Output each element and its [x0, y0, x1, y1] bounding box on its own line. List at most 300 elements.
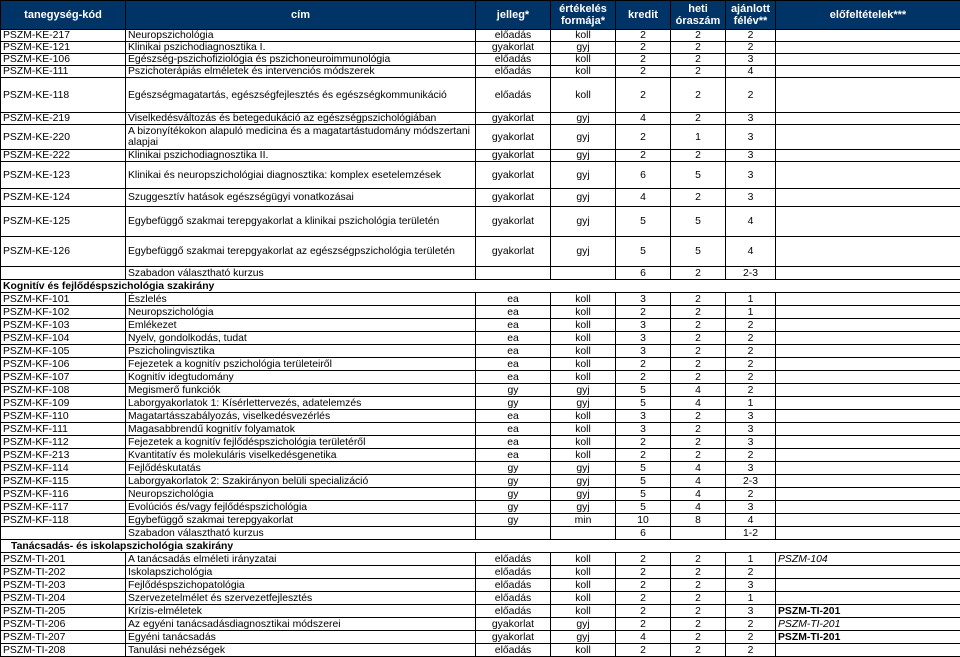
assessment-form: gyj: [551, 162, 616, 189]
table-row: [1, 189, 960, 207]
course-title: Magasabbrendű kognitív folyamatok: [126, 423, 476, 436]
section-row: [1, 540, 960, 553]
assessment-form: gyj: [551, 488, 616, 501]
table-row: [1, 553, 960, 566]
recommended-semester: 4: [726, 514, 776, 527]
course-code: PSZM-KF-114: [1, 462, 126, 475]
course-type: gy: [476, 462, 551, 475]
course-code: PSZM-KF-103: [1, 319, 126, 332]
table-row: [1, 527, 960, 540]
course-code: PSZM-KE-124: [1, 189, 126, 207]
assessment-form: koll: [551, 319, 616, 332]
course-type: ea: [476, 306, 551, 319]
course-code: PSZM-TI-206: [1, 618, 126, 631]
assessment-form: koll: [551, 579, 616, 592]
weekly-hours: 2: [671, 267, 726, 280]
recommended-semester: 3: [726, 410, 776, 423]
weekly-hours: 4: [671, 462, 726, 475]
weekly-hours: 2: [671, 579, 726, 592]
recommended-semester: 3: [726, 189, 776, 207]
table-row: [1, 384, 960, 397]
course-title: Észlelés: [126, 293, 476, 306]
prerequisite: [776, 501, 960, 514]
recommended-semester: 3: [726, 501, 776, 514]
weekly-hours: 2: [671, 293, 726, 306]
course-title: Fejezetek a kognitív fejlődéspszichológia területéről: [126, 436, 476, 449]
table-row: [1, 579, 960, 592]
course-type: előadás: [476, 66, 551, 78]
credit: 2: [616, 605, 671, 618]
course-title: Egyéni tanácsadás: [126, 631, 476, 644]
prerequisite: [776, 566, 960, 579]
credit: 2: [616, 436, 671, 449]
credit: 2: [616, 371, 671, 384]
weekly-hours: 2: [671, 150, 726, 162]
prerequisite: [776, 125, 960, 150]
course-type: előadás: [476, 78, 551, 113]
recommended-semester: 2: [726, 42, 776, 54]
table-row: [1, 207, 960, 237]
course-title: Krízis-elméletek: [126, 605, 476, 618]
recommended-semester: 2: [726, 319, 776, 332]
weekly-hours: 2: [671, 605, 726, 618]
weekly-hours: 2: [671, 553, 726, 566]
weekly-hours: 8: [671, 514, 726, 527]
course-title: Egybefüggő szakmai terepgyakorlat: [126, 514, 476, 527]
course-code: PSZM-KE-220: [1, 125, 126, 150]
course-title: Szuggesztív hatások egészségügyi vonatkozásai: [126, 189, 476, 207]
prerequisite: [776, 207, 960, 237]
recommended-semester: 3: [726, 462, 776, 475]
prerequisite: [776, 384, 960, 397]
prerequisite: [776, 475, 960, 488]
prerequisite: [776, 54, 960, 66]
credit: 3: [616, 293, 671, 306]
table-row: [1, 42, 960, 54]
credit: 5: [616, 501, 671, 514]
prerequisite: PSZM-TI-201: [776, 631, 960, 644]
course-title: Szabadon választható kurzus: [126, 527, 476, 540]
header-credit: kredit: [616, 1, 671, 30]
course-code: PSZM-KF-102: [1, 306, 126, 319]
weekly-hours: [671, 527, 726, 540]
prerequisite: [776, 449, 960, 462]
assessment-form: koll: [551, 592, 616, 605]
course-code: PSZM-KF-107: [1, 371, 126, 384]
recommended-semester: 4: [726, 207, 776, 237]
recommended-semester: 2: [726, 78, 776, 113]
credit: 5: [616, 475, 671, 488]
course-code: PSZM-KF-112: [1, 436, 126, 449]
assessment-form: min: [551, 514, 616, 527]
course-code: PSZM-KF-101: [1, 293, 126, 306]
table-row: [1, 66, 960, 78]
course-type: [476, 267, 551, 280]
recommended-semester: 2: [726, 488, 776, 501]
prerequisite: [776, 358, 960, 371]
recommended-semester: 2: [726, 371, 776, 384]
course-type: előadás: [476, 605, 551, 618]
recommended-semester: 3: [726, 605, 776, 618]
prerequisite: PSZM-TI-201: [776, 605, 960, 618]
section-title: Tanácsadás- és iskolapszichológia szakirány: [1, 540, 960, 553]
assessment-form: koll: [551, 66, 616, 78]
weekly-hours: 2: [671, 592, 726, 605]
course-code: PSZM-KE-118: [1, 78, 126, 113]
table-row: [1, 397, 960, 410]
table-row: [1, 358, 960, 371]
credit: 3: [616, 410, 671, 423]
weekly-hours: 2: [671, 410, 726, 423]
recommended-semester: 1: [726, 592, 776, 605]
course-type: gy: [476, 397, 551, 410]
credit: 4: [616, 189, 671, 207]
course-code: PSZM-KF-116: [1, 488, 126, 501]
prerequisite: [776, 488, 960, 501]
table-row: [1, 371, 960, 384]
course-type: gyakorlat: [476, 150, 551, 162]
assessment-form: koll: [551, 410, 616, 423]
course-type: gy: [476, 514, 551, 527]
weekly-hours: 4: [671, 488, 726, 501]
course-code: PSZM-KE-106: [1, 54, 126, 66]
credit: 2: [616, 566, 671, 579]
course-title: Magatartásszabályozás, viselkedésvezérlés: [126, 410, 476, 423]
credit: 4: [616, 631, 671, 644]
recommended-semester: 2: [726, 449, 776, 462]
course-title: Fejlődéskutatás: [126, 462, 476, 475]
course-title: Szabadon választható kurzus: [126, 267, 476, 280]
credit: 2: [616, 579, 671, 592]
assessment-form: gyj: [551, 618, 616, 631]
course-type: gy: [476, 384, 551, 397]
credit: 2: [616, 449, 671, 462]
prerequisite: [776, 514, 960, 527]
course-title: Neuropszichológia: [126, 488, 476, 501]
course-title: Egybefüggő szakmai terepgyakorlat a klinikai pszichológia területén: [126, 207, 476, 237]
table-row: [1, 592, 960, 605]
section-row: [1, 280, 960, 293]
assessment-form: gyj: [551, 631, 616, 644]
course-title: Megismerő funkciók: [126, 384, 476, 397]
table-row: [1, 436, 960, 449]
recommended-semester: 2: [726, 345, 776, 358]
prerequisite: [776, 319, 960, 332]
course-code: PSZM-KF-111: [1, 423, 126, 436]
prerequisite: [776, 293, 960, 306]
course-title: Neuropszichológia: [126, 30, 476, 42]
prerequisite: PSZM-TI-201: [776, 618, 960, 631]
course-type: gyakorlat: [476, 125, 551, 150]
table-row: [1, 449, 960, 462]
course-type: gy: [476, 501, 551, 514]
weekly-hours: 2: [671, 78, 726, 113]
table-row: [1, 267, 960, 280]
course-code: PSZM-KF-213: [1, 449, 126, 462]
credit: 6: [616, 267, 671, 280]
prerequisite: PSZM-104: [776, 553, 960, 566]
course-code: [1, 267, 126, 280]
course-title: Klinikai és neuropszichológiai diagnosztika: komplex esetelemzések: [126, 162, 476, 189]
course-title: Tanulási nehézségek: [126, 644, 476, 657]
prerequisite: [776, 267, 960, 280]
credit: 2: [616, 553, 671, 566]
course-type: ea: [476, 319, 551, 332]
credit: 2: [616, 306, 671, 319]
assessment-form: koll: [551, 30, 616, 42]
table-row: [1, 30, 960, 42]
course-code: [1, 527, 126, 540]
header-weekly-hours: heti óraszám: [671, 1, 726, 30]
weekly-hours: 2: [671, 644, 726, 657]
course-type: gy: [476, 475, 551, 488]
weekly-hours: 2: [671, 332, 726, 345]
prerequisite: [776, 345, 960, 358]
credit: 6: [616, 527, 671, 540]
course-type: ea: [476, 345, 551, 358]
recommended-semester: 1: [726, 306, 776, 319]
recommended-semester: 2: [726, 332, 776, 345]
weekly-hours: 2: [671, 631, 726, 644]
table-row: [1, 78, 960, 113]
recommended-semester: 2-3: [726, 475, 776, 488]
table-row: [1, 125, 960, 150]
header-prerequisites: előfeltételek***: [776, 1, 960, 30]
course-type: [476, 527, 551, 540]
table-row: [1, 332, 960, 345]
assessment-form: koll: [551, 293, 616, 306]
weekly-hours: 4: [671, 384, 726, 397]
assessment-form: gyj: [551, 462, 616, 475]
course-title: Fejlődéspszichopatológia: [126, 579, 476, 592]
assessment-form: gyj: [551, 501, 616, 514]
prerequisite: [776, 644, 960, 657]
credit: 2: [616, 78, 671, 113]
course-code: PSZM-KF-104: [1, 332, 126, 345]
course-code: PSZM-TI-208: [1, 644, 126, 657]
assessment-form: gyj: [551, 125, 616, 150]
prerequisite: [776, 78, 960, 113]
course-title: Egészségmagatartás, egészségfejlesztés és egészségkommunikáció: [126, 78, 476, 113]
assessment-form: koll: [551, 449, 616, 462]
course-type: ea: [476, 293, 551, 306]
weekly-hours: 5: [671, 162, 726, 189]
recommended-semester: 2: [726, 631, 776, 644]
course-code: PSZM-TI-204: [1, 592, 126, 605]
assessment-form: koll: [551, 306, 616, 319]
weekly-hours: 2: [671, 42, 726, 54]
credit: 2: [616, 30, 671, 42]
recommended-semester: 1: [726, 397, 776, 410]
prerequisite: [776, 527, 960, 540]
weekly-hours: 2: [671, 345, 726, 358]
course-type: gyakorlat: [476, 618, 551, 631]
assessment-form: gyj: [551, 189, 616, 207]
header-row: [1, 1, 960, 30]
recommended-semester: 2: [726, 358, 776, 371]
weekly-hours: 2: [671, 54, 726, 66]
course-code: PSZM-KF-106: [1, 358, 126, 371]
course-title: Iskolapszichológia: [126, 566, 476, 579]
weekly-hours: 2: [671, 371, 726, 384]
weekly-hours: 2: [671, 358, 726, 371]
prerequisite: [776, 410, 960, 423]
course-title: Laborgyakorlatok 1: Kísérlettervezés, adatelemzés: [126, 397, 476, 410]
assessment-form: gyj: [551, 207, 616, 237]
course-code: PSZM-KF-117: [1, 501, 126, 514]
assessment-form: koll: [551, 78, 616, 113]
course-title: A bizonyítékokon alapuló medicina és a magatartástudomány módszertani alapjai: [126, 125, 476, 150]
course-code: PSZM-TI-207: [1, 631, 126, 644]
credit: 3: [616, 332, 671, 345]
course-type: gyakorlat: [476, 42, 551, 54]
table-row: [1, 631, 960, 644]
credit: 3: [616, 345, 671, 358]
credit: 2: [616, 358, 671, 371]
recommended-semester: 3: [726, 150, 776, 162]
course-type: gyakorlat: [476, 207, 551, 237]
course-type: előadás: [476, 579, 551, 592]
recommended-semester: 1-2: [726, 527, 776, 540]
prerequisite: [776, 423, 960, 436]
section-title: Kognitív és fejlődéspszichológia szakirány: [1, 280, 960, 293]
course-code: PSZM-KE-121: [1, 42, 126, 54]
prerequisite: [776, 189, 960, 207]
course-title: Fejezetek a kognitív pszichológia területeiről: [126, 358, 476, 371]
recommended-semester: 3: [726, 113, 776, 125]
table-row: [1, 423, 960, 436]
prerequisite: [776, 237, 960, 267]
credit: 2: [616, 592, 671, 605]
weekly-hours: 1: [671, 125, 726, 150]
credit: 5: [616, 237, 671, 267]
credit: 10: [616, 514, 671, 527]
credit: 5: [616, 384, 671, 397]
course-type: gyakorlat: [476, 162, 551, 189]
prerequisite: [776, 66, 960, 78]
course-code: PSZM-KE-123: [1, 162, 126, 189]
course-type: gyakorlat: [476, 113, 551, 125]
course-code: PSZM-TI-205: [1, 605, 126, 618]
table-row: [1, 475, 960, 488]
recommended-semester: 2: [726, 566, 776, 579]
credit: 4: [616, 113, 671, 125]
weekly-hours: 2: [671, 566, 726, 579]
assessment-form: koll: [551, 436, 616, 449]
table-row: [1, 113, 960, 125]
recommended-semester: 1: [726, 293, 776, 306]
header-assessment: értékelés formája*: [551, 1, 616, 30]
prerequisite: [776, 579, 960, 592]
credit: 6: [616, 162, 671, 189]
table-row: [1, 514, 960, 527]
prerequisite: [776, 592, 960, 605]
table-row: [1, 566, 960, 579]
recommended-semester: 3: [726, 162, 776, 189]
table-row: [1, 488, 960, 501]
recommended-semester: 3: [726, 423, 776, 436]
course-title: Klinikai pszichodiagnosztika II.: [126, 150, 476, 162]
table-row: [1, 162, 960, 189]
weekly-hours: 2: [671, 66, 726, 78]
table-row: [1, 54, 960, 66]
weekly-hours: 2: [671, 423, 726, 436]
course-code: PSZM-KF-115: [1, 475, 126, 488]
course-title: Szervezetelmélet és szervezetfejlesztés: [126, 592, 476, 605]
course-type: gy: [476, 488, 551, 501]
course-title: Klinikai pszichodiagnosztika I.: [126, 42, 476, 54]
credit: 3: [616, 319, 671, 332]
course-code: PSZM-TI-202: [1, 566, 126, 579]
assessment-form: gyj: [551, 384, 616, 397]
weekly-hours: 2: [671, 449, 726, 462]
table-row: [1, 306, 960, 319]
credit: 2: [616, 150, 671, 162]
course-code: PSZM-TI-201: [1, 553, 126, 566]
course-code: PSZM-KE-222: [1, 150, 126, 162]
course-title: Laborgyakorlatok 2: Szakirányon belüli specializáció: [126, 475, 476, 488]
weekly-hours: 2: [671, 436, 726, 449]
assessment-form: gyj: [551, 237, 616, 267]
course-title: Emlékezet: [126, 319, 476, 332]
assessment-form: koll: [551, 358, 616, 371]
course-type: ea: [476, 423, 551, 436]
course-type: gyakorlat: [476, 189, 551, 207]
credit: 2: [616, 125, 671, 150]
recommended-semester: 3: [726, 125, 776, 150]
assessment-form: [551, 267, 616, 280]
assessment-form: [551, 527, 616, 540]
weekly-hours: 2: [671, 30, 726, 42]
course-title: Kognitív idegtudomány: [126, 371, 476, 384]
table-row: [1, 644, 960, 657]
course-code: PSZM-KE-111: [1, 66, 126, 78]
prerequisite: [776, 113, 960, 125]
weekly-hours: 2: [671, 618, 726, 631]
assessment-form: gyj: [551, 113, 616, 125]
course-code: PSZM-KF-109: [1, 397, 126, 410]
weekly-hours: 4: [671, 397, 726, 410]
recommended-semester: 3: [726, 579, 776, 592]
recommended-semester: 3: [726, 54, 776, 66]
course-type: előadás: [476, 30, 551, 42]
credit: 3: [616, 423, 671, 436]
assessment-form: gyj: [551, 397, 616, 410]
assessment-form: koll: [551, 345, 616, 358]
credit: 5: [616, 488, 671, 501]
course-title: Viselkedésváltozás és betegedukáció az egészségpszichológiában: [126, 113, 476, 125]
table-row: [1, 501, 960, 514]
weekly-hours: 4: [671, 475, 726, 488]
course-code: PSZM-TI-203: [1, 579, 126, 592]
course-code: PSZM-KE-125: [1, 207, 126, 237]
credit: 2: [616, 54, 671, 66]
course-code: PSZM-KF-110: [1, 410, 126, 423]
course-title: Egészség-pszichofiziológia és pszichoneuroimmunológia: [126, 54, 476, 66]
table-body: [1, 30, 960, 657]
prerequisite: [776, 306, 960, 319]
assessment-form: koll: [551, 644, 616, 657]
credit: 2: [616, 42, 671, 54]
table-row: [1, 150, 960, 162]
assessment-form: koll: [551, 54, 616, 66]
table-row: [1, 237, 960, 267]
course-title: Nyelv, gondolkodás, tudat: [126, 332, 476, 345]
weekly-hours: 2: [671, 113, 726, 125]
course-type: ea: [476, 332, 551, 345]
prerequisite: [776, 436, 960, 449]
assessment-form: gyj: [551, 150, 616, 162]
